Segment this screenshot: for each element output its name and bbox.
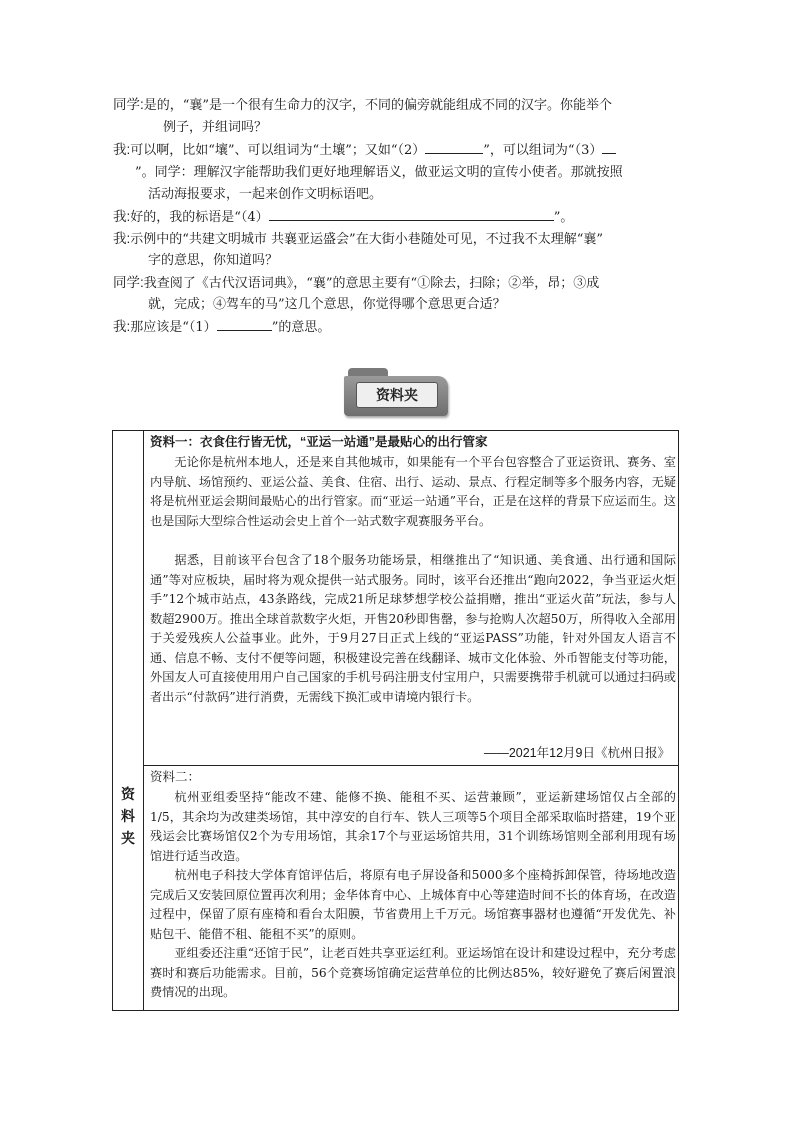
dialog-text: ”，可以组词为“（3） [483, 143, 603, 158]
material-one-para-2: 据悉，目前该平台包含了18个服务功能场景，相继推出了“知识通、美食通、出行通和国际通”等对应板块，届时将为观众提供一站式服务。同时，该平台还推出“跑向2022，争当亚运火炬手”12个城市站点，43条路线，完成21所足球梦想学校公益捐赠，推出“亚运火苗”玩法，参与人数超2900万。推出全球首款数字火炬，开售20秒即售罄，参与抢购人次超50万，所得收入全部用于关爱残疾人公益事业。此外，于9月27日正式上线的“亚运PASS”功能，针对外国友人语言不通、信息不畅、支付不便等问题，积极建设完善在线翻译、城市文化体验、外币智能支付等功能，外国友人可直接使用用户自己国家的手机号码注册支付宝用户，只需要携带手机就可以通过扫码或者出示“付款码”进行消费，无需线下换汇或申请境内银行卡。 [150, 553, 676, 704]
dialog-line-6 [113, 208, 573, 227]
speaker-label: 我: [113, 319, 131, 334]
dialog-line-9 [113, 274, 599, 293]
material-two-para-3: 亚组委还注重“还馆于民”，让老百姓共享亚运红利。亚运场馆在设计和建设过程中，充分考虑赛时和赛后功能需求。目前，56个竞赛场馆确定运营单位的比例达85%，较好避免了赛后闲置浪费情况的出现。 [150, 946, 676, 999]
dialog-text: 我查阅了《古代汉语词典》，“襄”的意思主要有“①除去，扫除；②举，昂；③成 [143, 276, 600, 291]
dialog-text: 那应该是“（1） [130, 320, 217, 335]
dialog-text: ”。 [553, 210, 574, 225]
folder-label: 资料夹 [356, 382, 438, 408]
folder-badge [344, 368, 448, 418]
speaker-label: 我: [113, 209, 131, 224]
dialog-text: 例子，并组词吗？ [163, 120, 268, 135]
material-one-source: ——2021年12月9日《杭州日报》 [483, 746, 670, 760]
side-column [113, 431, 144, 1010]
answer-blank-3[interactable] [602, 141, 616, 154]
dialog-text: 活动海报要求，一起来创作文明标语吧。 [148, 187, 383, 202]
side-label: 资料夹 [121, 786, 135, 846]
dialog-text: 可以啊，比如“壤”、可以组词为“土壤”；又如“（2） [130, 143, 426, 158]
speaker-label: 我: [113, 231, 131, 246]
dialog-text: 是的，“襄”是一个很有生命力的汉字，不同的偏旁就能组成不同的汉字。你能举个 [143, 98, 613, 113]
dialog-text: 字的意思，你知道吗？ [148, 253, 279, 268]
material-two-title: 资料二： [150, 770, 201, 784]
material-one-cell [144, 431, 678, 766]
dialog-text: 示例中的“共建文明城市 共襄亚运盛会”在大街小巷随处可见，不过我不太理解“襄” [130, 232, 603, 247]
dialog-line-7 [113, 230, 603, 249]
dialog-line-8 [148, 252, 278, 270]
speaker-label: 同学: [113, 97, 144, 112]
answer-blank-1[interactable] [217, 318, 272, 331]
dialog-line-5 [148, 186, 382, 204]
dialog-line-4 [135, 164, 623, 182]
dialog-line-11 [113, 318, 330, 337]
answer-blank-4[interactable] [269, 208, 554, 221]
dialog-text: ”。同学：理解汉字能帮助我们更好地理解语义，做亚运文明的宣传小使者。那就按照 [135, 165, 623, 180]
speaker-label: 同学: [113, 275, 144, 290]
dialog-text: 好的，我的标语是“（4） [130, 210, 269, 225]
answer-blank-2[interactable] [425, 141, 483, 154]
material-two-para-2: 杭州电子科技大学体育馆评估后，将原有电子屏设备和5000多个座椅拆卸保管，待场地改造完成后又安装回原位置再次利用；金华体育中心、上城体育中心等建造时间不长的体育场，在改造过程中，保留了原有座椅和看台太阳膜，节省费用上千万元。场馆赛事器材也遵循“开发优先、补贴包干、能借不租、能租不买”的原则。 [150, 868, 676, 941]
material-one-para-1: 无论你是杭州本地人，还是来自其他城市，如果能有一个平台包容整合了亚运资讯、赛务、室内导航、场馆预约、亚运公益、美食、住宿、出行、运动、景点、行程定制等多个服务内容，无疑将是杭州亚运会期间最贴心的出行管家。而“亚运一站通”平台，正是在这样的背景下应运而生。这也是国际大型综合性运动会史上首个一站式数字观赛服务平台。 [150, 455, 676, 528]
dialog-text: ”的意思。 [271, 320, 331, 335]
material-one-title: 资料一：衣食住行皆无忧，“亚运一站通”是最贴心的出行管家 [150, 435, 488, 449]
dialog-line-2 [163, 119, 267, 137]
materials-table [112, 430, 679, 1011]
dialog-line-1 [113, 96, 612, 115]
material-two-para-1: 杭州亚组委坚持“能改不建、能修不换、能租不买、运营兼顾”，亚运新建场馆仅占全部的1/5，其余均为改建类场馆，其中淳安的自行车、铁人三项等5个项目全部采取临时搭建，19个亚残运会比赛场馆仅2个为专用场馆，其余17个与亚运场馆共用，31个训练场馆则全部利用现有场馆进行适当改造。 [150, 790, 676, 863]
speaker-label: 我: [113, 142, 131, 157]
material-two-cell [144, 766, 678, 1010]
dialog-text: 就，完成；④驾车的马”这几个意思，你觉得哪个意思更合适？ [148, 297, 506, 312]
dialog-line-3 [113, 141, 616, 160]
dialog-line-10 [148, 296, 506, 314]
